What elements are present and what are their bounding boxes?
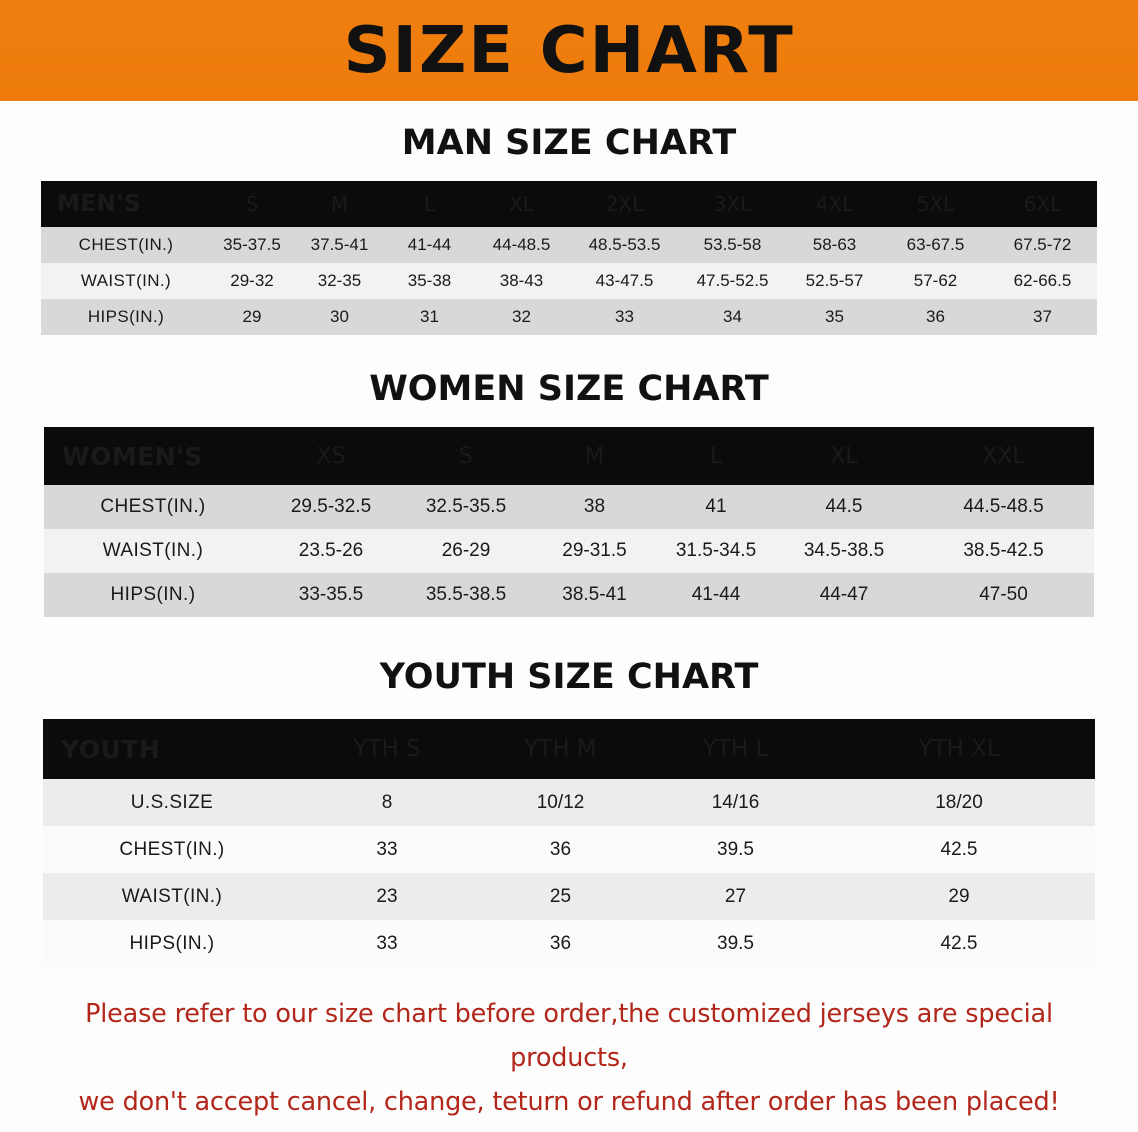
table-cell: 58-63 (786, 227, 883, 263)
table-cell: 33 (301, 920, 473, 967)
women-header-cell: L (657, 427, 775, 485)
row-label: CHEST(IN.) (41, 227, 211, 263)
women-header-cell: M (532, 427, 657, 485)
man-size-table (41, 181, 1097, 335)
banner (0, 0, 1138, 101)
table-cell: 47-50 (913, 573, 1094, 617)
table-cell: 32-35 (293, 263, 386, 299)
table-cell: 41-44 (657, 573, 775, 617)
table-row (44, 573, 1094, 617)
table-row (44, 529, 1094, 573)
table-cell: 67.5-72 (988, 227, 1097, 263)
table-row (41, 299, 1097, 335)
table-cell: 48.5-53.5 (570, 227, 679, 263)
table-cell: 44.5 (775, 485, 913, 529)
youth-header-cell: YTH L (648, 719, 823, 779)
table-cell: 30 (293, 299, 386, 335)
table-row (43, 873, 1095, 920)
man-header-cell: 6XL (988, 181, 1097, 227)
table-cell: 41 (657, 485, 775, 529)
table-cell: 25 (473, 873, 648, 920)
table-cell: 57-62 (883, 263, 988, 299)
man-header-cell: 3XL (679, 181, 786, 227)
youth-size-table-wrap (43, 719, 1095, 967)
table-cell: 33 (301, 826, 473, 873)
women-header-row (44, 427, 1094, 485)
man-header-cell: 5XL (883, 181, 988, 227)
table-row (43, 920, 1095, 967)
table-cell: 32.5-35.5 (400, 485, 532, 529)
table-cell: 44.5-48.5 (913, 485, 1094, 529)
table-cell: 62-66.5 (988, 263, 1097, 299)
row-label: WAIST(IN.) (43, 873, 301, 920)
policy-note-line-2: we don't accept cancel, change, teturn or refund after order has been placed! (78, 1086, 1060, 1117)
table-cell: 33-35.5 (262, 573, 400, 617)
row-label: CHEST(IN.) (44, 485, 262, 529)
row-label: HIPS(IN.) (43, 920, 301, 967)
man-header-cell: 2XL (570, 181, 679, 227)
women-section-title: WOMEN SIZE CHART (369, 369, 769, 409)
table-row (44, 485, 1094, 529)
table-cell: 42.5 (823, 826, 1095, 873)
policy-note-line-1: Please refer to our size chart before order,the customized jerseys are special products, (85, 999, 1053, 1073)
table-cell: 42.5 (823, 920, 1095, 967)
youth-header-cell: YOUTH (43, 719, 301, 779)
row-label: HIPS(IN.) (44, 573, 262, 617)
table-cell: 35.5-38.5 (400, 573, 532, 617)
table-cell: 36 (883, 299, 988, 335)
table-cell: 18/20 (823, 779, 1095, 826)
youth-section-title: YOUTH SIZE CHART (379, 657, 759, 697)
man-size-table-wrap (41, 181, 1097, 335)
row-label: CHEST(IN.) (43, 826, 301, 873)
women-header-cell: XXL (913, 427, 1094, 485)
man-header-cell: 4XL (786, 181, 883, 227)
table-cell: 23 (301, 873, 473, 920)
table-cell: 52.5-57 (786, 263, 883, 299)
row-label: WAIST(IN.) (41, 263, 211, 299)
row-label: HIPS(IN.) (41, 299, 211, 335)
table-cell: 26-29 (400, 529, 532, 573)
table-cell: 29-32 (211, 263, 293, 299)
table-cell: 23.5-26 (262, 529, 400, 573)
table-cell: 39.5 (648, 826, 823, 873)
women-size-table (44, 427, 1094, 617)
table-cell: 27 (648, 873, 823, 920)
table-cell: 29.5-32.5 (262, 485, 400, 529)
youth-header-cell: YTH S (301, 719, 473, 779)
table-cell: 47.5-52.5 (679, 263, 786, 299)
table-cell: 34 (679, 299, 786, 335)
man-section-title: MAN SIZE CHART (401, 123, 737, 163)
table-cell: 35-37.5 (211, 227, 293, 263)
table-cell: 35 (786, 299, 883, 335)
women-size-table-wrap (44, 427, 1094, 617)
table-cell: 41-44 (386, 227, 473, 263)
man-header-cell: M (293, 181, 386, 227)
table-cell: 14/16 (648, 779, 823, 826)
youth-header-row (43, 719, 1095, 779)
man-header-row (41, 181, 1097, 227)
women-header-cell: XS (262, 427, 400, 485)
table-cell: 36 (473, 920, 648, 967)
man-header-cell: XL (473, 181, 570, 227)
row-label: WAIST(IN.) (44, 529, 262, 573)
table-cell: 34.5-38.5 (775, 529, 913, 573)
table-cell: 53.5-58 (679, 227, 786, 263)
table-cell: 29 (823, 873, 1095, 920)
policy-note (39, 993, 1099, 1125)
table-cell: 31.5-34.5 (657, 529, 775, 573)
table-cell: 44-47 (775, 573, 913, 617)
table-cell: 38-43 (473, 263, 570, 299)
table-row (41, 227, 1097, 263)
banner-title: SIZE CHART (343, 13, 795, 88)
table-cell: 43-47.5 (570, 263, 679, 299)
table-cell: 38.5-41 (532, 573, 657, 617)
table-cell: 63-67.5 (883, 227, 988, 263)
table-cell: 37 (988, 299, 1097, 335)
women-header-cell: WOMEN'S (44, 427, 262, 485)
table-row (41, 263, 1097, 299)
youth-size-table (43, 719, 1095, 967)
table-row (43, 779, 1095, 826)
table-cell: 38.5-42.5 (913, 529, 1094, 573)
man-header-cell: L (386, 181, 473, 227)
table-cell: 32 (473, 299, 570, 335)
table-row (43, 826, 1095, 873)
table-cell: 29 (211, 299, 293, 335)
man-header-cell: S (211, 181, 293, 227)
man-header-cell: MEN'S (41, 181, 211, 227)
women-header-cell: S (400, 427, 532, 485)
table-cell: 33 (570, 299, 679, 335)
youth-header-cell: YTH M (473, 719, 648, 779)
table-cell: 31 (386, 299, 473, 335)
youth-header-cell: YTH XL (823, 719, 1095, 779)
table-cell: 10/12 (473, 779, 648, 826)
table-cell: 37.5-41 (293, 227, 386, 263)
table-cell: 44-48.5 (473, 227, 570, 263)
table-cell: 35-38 (386, 263, 473, 299)
table-cell: 36 (473, 826, 648, 873)
table-cell: 29-31.5 (532, 529, 657, 573)
table-cell: 39.5 (648, 920, 823, 967)
row-label: U.S.SIZE (43, 779, 301, 826)
table-cell: 38 (532, 485, 657, 529)
table-cell: 8 (301, 779, 473, 826)
women-header-cell: XL (775, 427, 913, 485)
